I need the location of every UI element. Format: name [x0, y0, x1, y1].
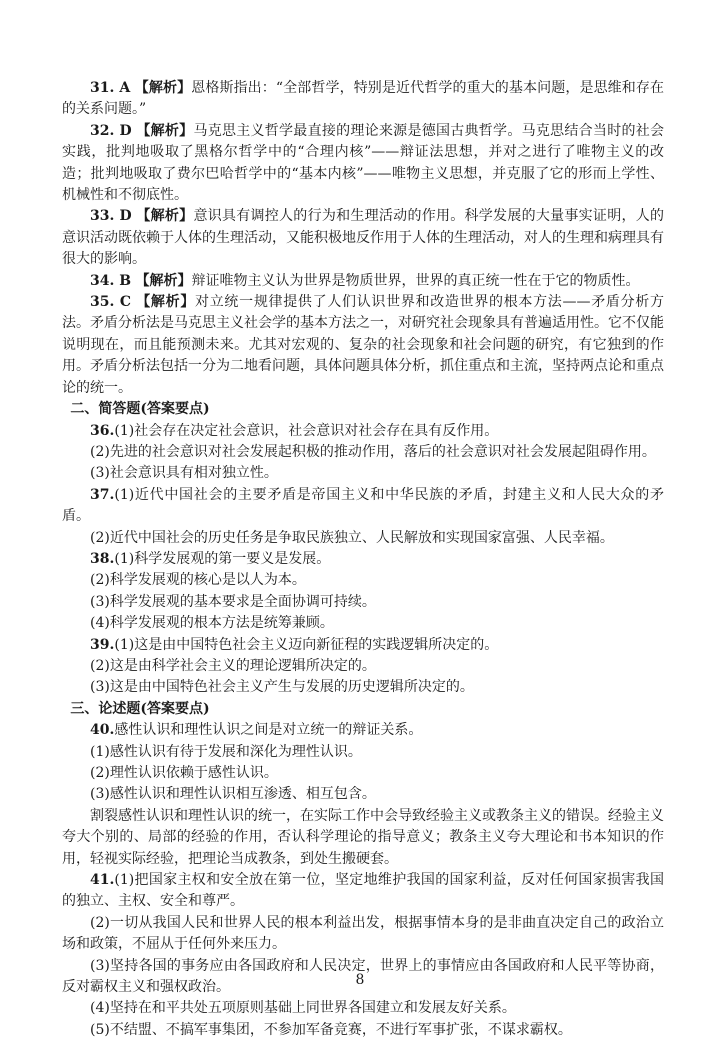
answer-38-line: (3)科学发展观的基本要求是全面协调可持续。 — [90, 593, 376, 610]
answer-38-line — [62, 549, 664, 570]
answer-41-line — [62, 870, 664, 913]
answer-40-line — [62, 720, 664, 741]
analysis-tag: 【解析】 — [136, 294, 196, 311]
answer-line: (1)科学发展观的第一要义是发展。 — [114, 550, 331, 567]
question-number: 41. — [90, 872, 115, 889]
answer-text: 辩证唯物主义认为世界是物质世界，世界的真正统一性在于它的物质性。 — [191, 272, 640, 289]
answer-40-line: (1)感性认识有待于发展和深化为理性认识。 — [90, 743, 362, 760]
answer-line: 感性认识和理性认识之间是对立统一的辩证关系。 — [114, 722, 423, 739]
answer-number: 34. B — [90, 272, 132, 289]
analysis-tag: 【解析】 — [136, 122, 194, 139]
answer-36-line: (2)先进的社会意识对社会发展起积极的推动作用，落后的社会意识对社会发展起阻碍作用。 — [90, 443, 656, 460]
question-number: 39. — [90, 636, 115, 653]
answer-line: (1)社会存在决定社会意识，社会意识对社会存在具有反作用。 — [114, 422, 499, 439]
answer-text: 马克思主义哲学最直接的理论来源是德国古典哲学。马克思结合当时的社会实践，批判地吸取了黑格尔哲学中的“合理内核”——辩证法思想，并对之进行了唯物主义的改造；批判地吸取了费尔巴哈哲学中的“基本内核”——唯物主义思想，并克服了它的形而上学性、机械性和不彻底性。 — [62, 122, 665, 204]
page-number: 8 — [355, 972, 365, 988]
answer-40-line: (3)感性认识和理性认识相互渗透、相互包含。 — [90, 786, 376, 803]
answer-39-line — [62, 635, 664, 656]
answer-39-line: (3)这是由中国特色社会主义产生与发展的历史逻辑所决定的。 — [90, 679, 474, 696]
answer-number: 35. C — [90, 294, 132, 311]
answer-line: (1)这是由中国特色社会主义迈向新征程的实践逻辑所决定的。 — [114, 636, 499, 653]
analysis-tag: 【解析】 — [135, 272, 192, 289]
answer-text: 对立统一规律提供了人们认识世界和改造世界的根本方法——矛盾分析方法。矛盾分析法是马克思主义社会学的基本方法之一，对研究社会现象具有普遍适用性。它不仅能说明现在，而且能预测未来。尤其对宏观的、复杂的社会现象和社会问题的研究，有它独到的作用。矛盾分析法包括一分为二地看问题，具体问题具体分析，抓住重点和主流，坚持两点论和重点论的统一。 — [62, 294, 665, 396]
answer-number: 33. D — [90, 208, 132, 225]
answer-line: (1)近代中国社会的主要矛盾是帝国主义和中华民族的矛盾，封建主义和人民大众的矛盾。 — [62, 486, 664, 525]
question-number: 38. — [90, 550, 115, 567]
question-number: 36. — [90, 422, 115, 439]
analysis-tag: 【解析】 — [134, 80, 192, 96]
answer-41-line: (2)一切从我国人民和世界人民的根本利益出发，根据事情本身的是非曲直决定自己的政治立场和政策，不屈从于任何外来压力。 — [62, 914, 664, 953]
answer-41-line: (3)坚持各国的事务应由各国政府和人民决定，世界上的事情应由各国政府和人民平等协商，反对霸权主义和强权政治。 — [62, 957, 664, 996]
answer-34 — [62, 271, 664, 292]
answer-38-line: (4)科学发展观的根本方法是统筹兼顾。 — [90, 615, 334, 632]
answer-37-line — [62, 485, 664, 528]
answer-39-line: (2)这是由科学社会主义的理论逻辑所决定的。 — [90, 657, 376, 674]
section-heading-short-answer: 二、简答题(答案要点) — [70, 401, 210, 418]
answer-31 — [62, 78, 664, 121]
answer-text: 恩格斯指出：“全部哲学，特别是近代哲学的重大的基本问题，是思维和存在的关系问题。” — [62, 80, 665, 118]
answer-38-line: (2)科学发展观的核心是以人为本。 — [90, 572, 306, 589]
question-number: 37. — [90, 486, 115, 503]
answer-number: 31. A — [90, 80, 131, 96]
answer-32 — [62, 121, 664, 207]
answer-41-line: (4)坚持在和平共处五项原则基础上同世界各国建立和发展友好关系。 — [90, 1000, 516, 1017]
answer-36-line: (3)社会意识具有相对独立性。 — [90, 465, 278, 482]
answer-line: (1)把国家主权和安全放在第一位，坚定地维护我国的国家利益，反对任何国家损害我国的独立、主权、安全和尊严。 — [62, 872, 664, 910]
answer-40-line: (2)理性认识依赖于感性认识。 — [90, 765, 278, 781]
analysis-tag: 【解析】 — [136, 208, 194, 225]
answer-content — [62, 78, 664, 1041]
answer-41-line: (5)不结盟、不搞军事集团，不参加军备竞赛，不进行军事扩张，不谋求霸权。 — [90, 1021, 572, 1038]
answer-35 — [62, 292, 664, 399]
section-heading-essay: 三、论述题(答案要点) — [70, 700, 210, 717]
answer-40-paragraph: 割裂感性认识和理性认识的统一，在实际工作中会导致经验主义或教条主义的错误。经验主义夸大个别的、局部的经验的作用，否认科学理论的指导意义；教条主义夸大理论和书本知识的作用，轻视实际经验，把理论当成教条，到处生搬硬套。 — [62, 807, 664, 867]
answer-text: 意识具有调控人的行为和生理活动的作用。科学发展的大量事实证明，人的意识活动既依赖于人体的生理活动，又能积极地反作用于人体的生理活动，对人的生理和病理具有很大的影响。 — [62, 208, 665, 268]
question-number: 40. — [90, 722, 115, 739]
answer-37-line: (2)近代中国社会的历史任务是争取民族独立、人民解放和实现国家富强、人民幸福。 — [90, 529, 614, 546]
answer-number: 32. D — [90, 122, 132, 139]
answer-33 — [62, 206, 664, 270]
answer-36-line — [62, 421, 664, 442]
